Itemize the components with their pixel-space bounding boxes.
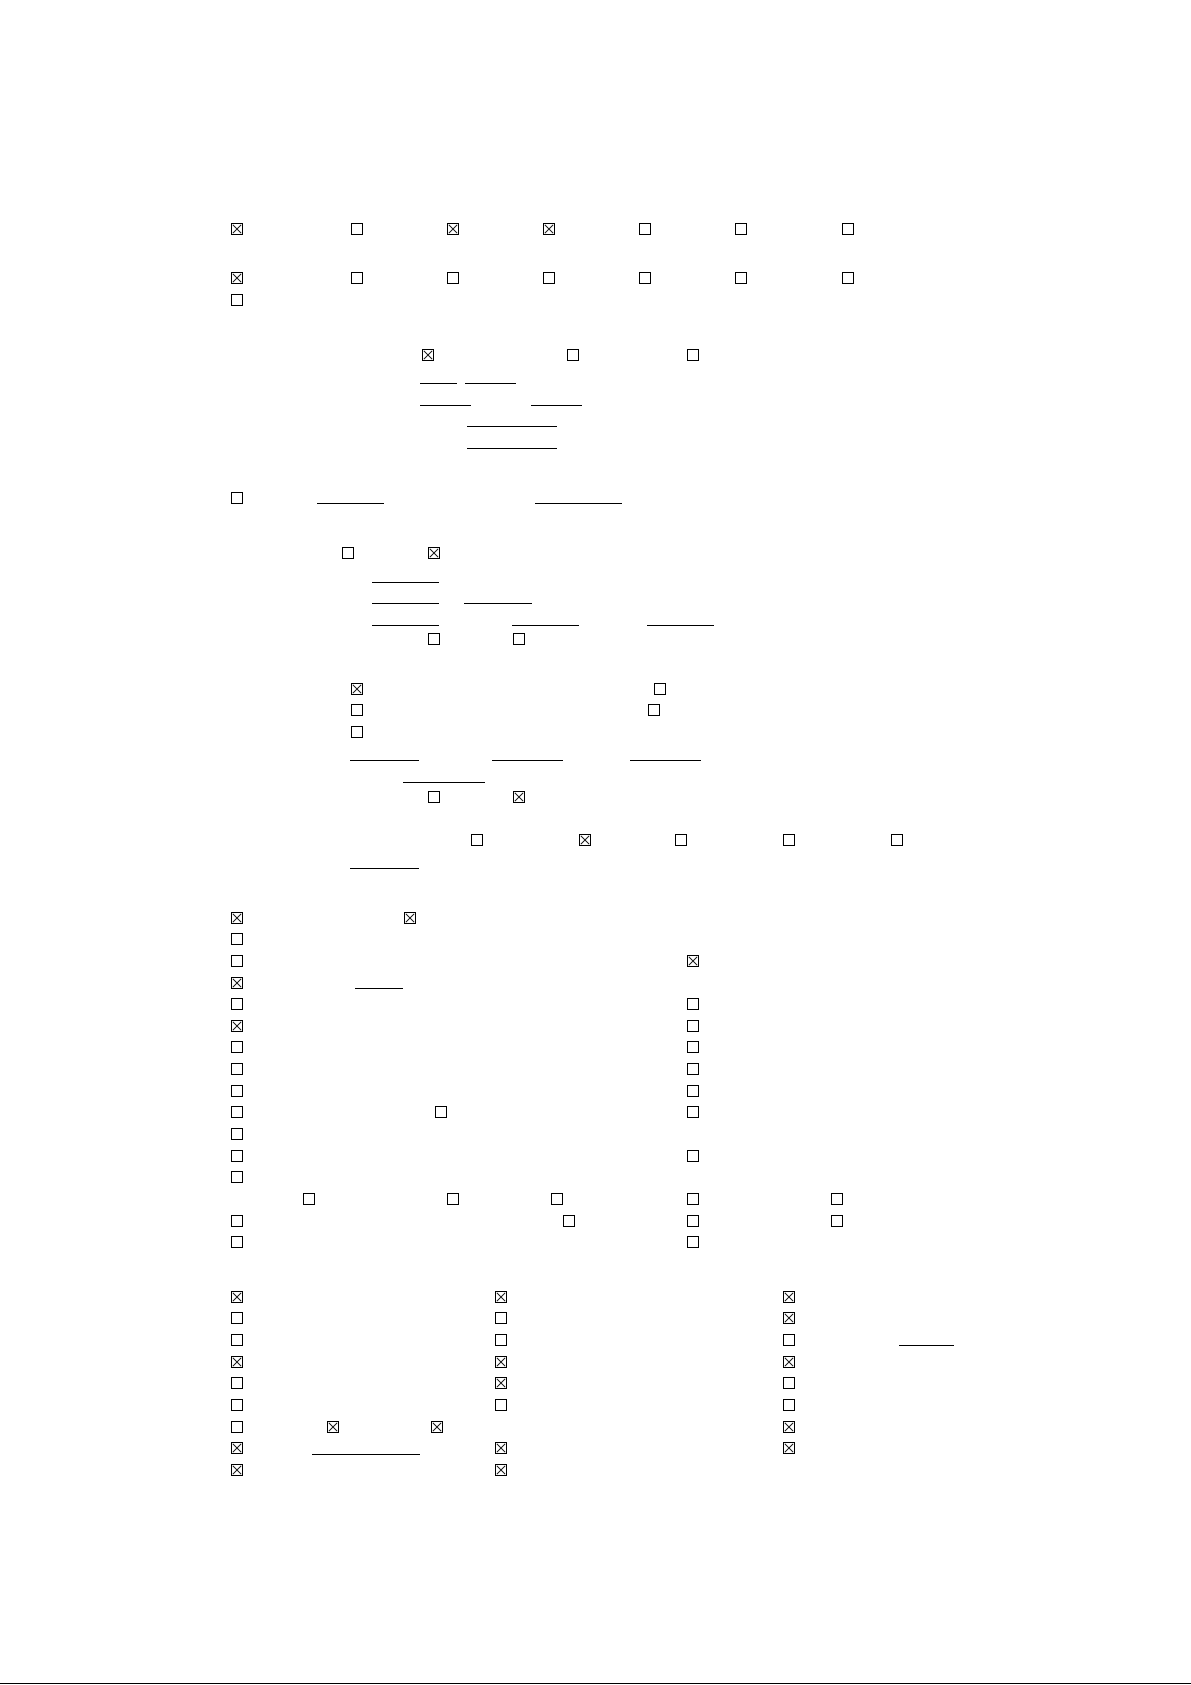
checkbox-r14-c1[interactable]	[231, 933, 243, 945]
checkbox-r36-c1[interactable]	[231, 1442, 243, 1454]
checkbox-r30-c3[interactable]	[783, 1312, 795, 1324]
checkbox-r25-c1[interactable]	[231, 1171, 243, 1183]
checkbox-r4-c1[interactable]	[422, 349, 434, 361]
checkbox-r31-c2[interactable]	[495, 1334, 507, 1346]
blank-field-15[interactable]	[350, 760, 419, 761]
checkbox-r2-c1[interactable]	[231, 272, 243, 284]
checkbox-r22-c3[interactable]	[687, 1106, 699, 1118]
blank-field-10[interactable]	[372, 603, 439, 604]
checkbox-r17-c1[interactable]	[231, 998, 243, 1010]
checkbox-r35-c4[interactable]	[783, 1421, 795, 1433]
checkbox-r2-c3[interactable]	[447, 272, 459, 284]
checkbox-r34-c1[interactable]	[231, 1399, 243, 1411]
blank-field-4[interactable]	[531, 405, 582, 406]
checkbox-r2-c4[interactable]	[543, 272, 555, 284]
checkbox-r36-c2[interactable]	[495, 1442, 507, 1454]
checkbox-r1-c6[interactable]	[735, 223, 747, 235]
checkbox-r22-c1[interactable]	[231, 1106, 243, 1118]
blank-field-1[interactable]	[420, 383, 457, 384]
checkbox-r1-c4[interactable]	[543, 223, 555, 235]
checkbox-r29-c3[interactable]	[783, 1291, 795, 1303]
checkbox-r32-c1[interactable]	[231, 1356, 243, 1368]
checkbox-r6-c1[interactable]	[342, 547, 354, 559]
checkbox-r3-c1[interactable]	[231, 294, 243, 306]
blank-field-8[interactable]	[535, 503, 622, 504]
checkbox-r22-c2[interactable]	[435, 1106, 447, 1118]
checkbox-r21-c1[interactable]	[231, 1085, 243, 1097]
checkbox-r8-c1[interactable]	[351, 683, 363, 695]
checkbox-r33-c2[interactable]	[495, 1377, 507, 1389]
checkbox-r29-c2[interactable]	[495, 1291, 507, 1303]
checkbox-r37-c1[interactable]	[231, 1464, 243, 1476]
checkbox-r1-c3[interactable]	[447, 223, 459, 235]
checkbox-r15-c1[interactable]	[231, 955, 243, 967]
checkbox-r26-c5[interactable]	[831, 1193, 843, 1205]
checkbox-r29-c1[interactable]	[231, 1291, 243, 1303]
checkbox-r12-c3[interactable]	[675, 834, 687, 846]
checkbox-r32-c2[interactable]	[495, 1356, 507, 1368]
blank-field-5[interactable]	[467, 426, 557, 427]
checkbox-r5-c1[interactable]	[231, 492, 243, 504]
checkbox-r23-c1[interactable]	[231, 1128, 243, 1140]
checkbox-r16-c1[interactable]	[231, 977, 243, 989]
checkbox-r28-c2[interactable]	[687, 1236, 699, 1248]
blank-field-18[interactable]	[403, 782, 485, 783]
checkbox-r7-c2[interactable]	[513, 633, 525, 645]
checkbox-r34-c2[interactable]	[495, 1399, 507, 1411]
checkbox-r15-c2[interactable]	[687, 955, 699, 967]
blank-field-17[interactable]	[630, 760, 701, 761]
checkbox-r12-c4[interactable]	[783, 834, 795, 846]
checkbox-r26-c1[interactable]	[303, 1193, 315, 1205]
checkbox-r21-c2[interactable]	[687, 1085, 699, 1097]
blank-field-7[interactable]	[317, 503, 384, 504]
checkbox-r30-c1[interactable]	[231, 1312, 243, 1324]
blank-field-14[interactable]	[647, 625, 714, 626]
checkbox-r17-c2[interactable]	[687, 998, 699, 1010]
checkbox-r26-c4[interactable]	[687, 1193, 699, 1205]
checkbox-r2-c7[interactable]	[842, 272, 854, 284]
blank-field-6[interactable]	[467, 448, 557, 449]
checkbox-r1-c5[interactable]	[639, 223, 651, 235]
checkbox-r24-c2[interactable]	[687, 1150, 699, 1162]
checkbox-r1-c2[interactable]	[351, 223, 363, 235]
checkbox-r6-c2[interactable]	[428, 547, 440, 559]
checkbox-r18-c1[interactable]	[231, 1020, 243, 1032]
checkbox-r20-c2[interactable]	[687, 1063, 699, 1075]
checkbox-r4-c3[interactable]	[687, 349, 699, 361]
checkbox-r19-c2[interactable]	[687, 1041, 699, 1053]
checkbox-r35-c2[interactable]	[327, 1421, 339, 1433]
checkbox-r7-c1[interactable]	[428, 633, 440, 645]
checkbox-r32-c3[interactable]	[783, 1356, 795, 1368]
blank-field-12[interactable]	[372, 625, 439, 626]
blank-field-2[interactable]	[465, 383, 516, 384]
checkbox-r13-c1[interactable]	[231, 912, 243, 924]
checkbox-r27-c4[interactable]	[831, 1215, 843, 1227]
checkbox-r11-c2[interactable]	[513, 791, 525, 803]
checkbox-r34-c3[interactable]	[783, 1399, 795, 1411]
checkbox-r31-c3[interactable]	[783, 1334, 795, 1346]
checkbox-r4-c2[interactable]	[567, 349, 579, 361]
checkbox-r33-c3[interactable]	[783, 1377, 795, 1389]
checkbox-r35-c3[interactable]	[431, 1421, 443, 1433]
checkbox-r9-c2[interactable]	[648, 704, 660, 716]
checkbox-r1-c1[interactable]	[231, 223, 243, 235]
checkbox-r26-c3[interactable]	[551, 1193, 563, 1205]
checkbox-r9-c1[interactable]	[351, 704, 363, 716]
checkbox-r24-c1[interactable]	[231, 1150, 243, 1162]
blank-field-22[interactable]	[312, 1454, 420, 1455]
checkbox-r26-c2[interactable]	[447, 1193, 459, 1205]
checkbox-r13-c2[interactable]	[404, 912, 416, 924]
checkbox-r2-c5[interactable]	[639, 272, 651, 284]
blank-field-9[interactable]	[372, 582, 439, 583]
blank-field-11[interactable]	[464, 603, 532, 604]
checkbox-r36-c3[interactable]	[783, 1442, 795, 1454]
checkbox-r10-c1[interactable]	[351, 726, 363, 738]
blank-field-19[interactable]	[350, 868, 419, 869]
checkbox-r11-c1[interactable]	[428, 791, 440, 803]
checkbox-r28-c1[interactable]	[231, 1236, 243, 1248]
page-bottom-rule	[0, 1683, 1191, 1684]
checkbox-r8-c2[interactable]	[654, 683, 666, 695]
checkbox-r19-c1[interactable]	[231, 1041, 243, 1053]
checkbox-r37-c2[interactable]	[495, 1464, 507, 1476]
blank-field-16[interactable]	[492, 760, 563, 761]
checkbox-r12-c5[interactable]	[891, 834, 903, 846]
checkbox-r27-c2[interactable]	[563, 1215, 575, 1227]
blank-field-21[interactable]	[899, 1345, 954, 1346]
checkbox-r2-c2[interactable]	[351, 272, 363, 284]
checkbox-r18-c2[interactable]	[687, 1020, 699, 1032]
checkbox-r20-c1[interactable]	[231, 1063, 243, 1075]
blank-field-13[interactable]	[512, 625, 579, 626]
checkbox-r30-c2[interactable]	[495, 1312, 507, 1324]
checkbox-r2-c6[interactable]	[735, 272, 747, 284]
checkbox-r33-c1[interactable]	[231, 1377, 243, 1389]
checkbox-r31-c1[interactable]	[231, 1334, 243, 1346]
blank-field-3[interactable]	[420, 405, 471, 406]
checkbox-r12-c1[interactable]	[471, 834, 483, 846]
checkbox-r27-c1[interactable]	[231, 1215, 243, 1227]
checkbox-r35-c1[interactable]	[231, 1421, 243, 1433]
checkbox-r27-c3[interactable]	[687, 1215, 699, 1227]
checkbox-r12-c2[interactable]	[579, 834, 591, 846]
checkbox-r1-c7[interactable]	[842, 223, 854, 235]
blank-field-20[interactable]	[355, 988, 403, 989]
